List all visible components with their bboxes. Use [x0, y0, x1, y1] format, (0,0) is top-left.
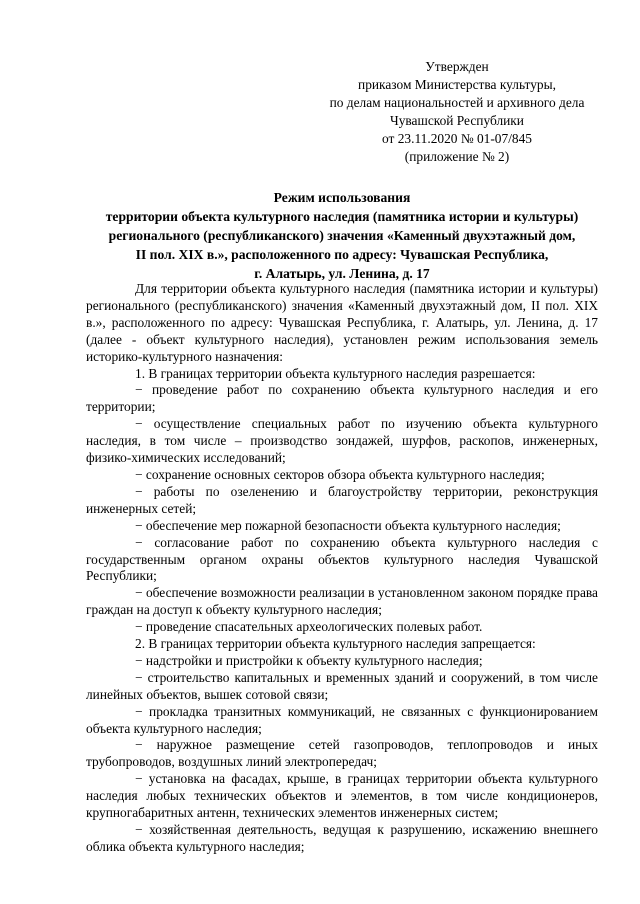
title-line: регионального (республиканского) значения «Каменный двухэтажный дом, [108, 228, 576, 243]
list-item: − сохранение основных секторов обзора объекта культурного наследия; [135, 466, 545, 482]
title-line: г. Алатырь, ул. Ленина, д. 17 [254, 266, 430, 281]
list-item: − прокладка транзитных коммуникаций, не связанных с функционированием объекта культурного наследия; [86, 703, 598, 736]
title-line: II пол. XIX в.», расположенного по адресу: Чувашская Республика, [135, 247, 549, 262]
list-item: − осуществление специальных работ по изучению объекта культурного наследия, в том числе – производство зондажей, шурфов, раскопов, инженерных, физико-химических исследований; [86, 416, 598, 466]
approval-line: Чувашской Республики [390, 113, 524, 128]
list-item: − проведение спасательных археологических полевых работ. [135, 619, 483, 635]
list-item: − проведение работ по сохранению объекта культурного наследия и его территории; [86, 382, 598, 415]
title-line: Режим использования [273, 190, 411, 205]
approval-line: по делам национальностей и архивного дела [329, 95, 585, 110]
document-title [86, 188, 598, 283]
list-item: − согласование работ по сохранению объекта культурного наследия с государственным органом охраны объектов культурного наследия Чувашской Республики; [86, 534, 598, 584]
title-line: территории объекта культурного наследия (памятника истории и культуры) [105, 209, 579, 224]
intro-paragraph: Для территории объекта культурного наследия (памятника истории и культуры) регионального (республиканского) значения «Каменный двухэтажный дом, II пол. XIX в.», расположенного по адресу: Чувашская Республика, г. Алатырь, ул. Ленина, д. 17 (далее - объект культурного наследия), установлен режим использования земель историко-культурного назначения: [86, 281, 598, 364]
approval-stamp [318, 58, 596, 166]
list-item: − работы по озеленению и благоустройству территории, реконструкция инженерных сетей; [86, 483, 598, 516]
approval-line: от 23.11.2020 № 01-07/845 [382, 131, 532, 146]
list-item: − строительство капитальных и временных зданий и сооружений, в том числе линейных объектов, вышек сотовой связи; [86, 669, 598, 702]
list-item: − обеспечение возможности реализации в установленном законом порядке права граждан на доступ к объекту культурного наследия; [86, 585, 598, 618]
section-heading-allowed: 1. В границах территории объекта культурного наследия разрешается: [135, 365, 536, 381]
document-body [86, 281, 598, 856]
list-item: − хозяйственная деятельность, ведущая к разрушению, искажению внешнего облика объекта культурного наследия; [86, 822, 598, 854]
approval-line: (приложение № 2) [404, 149, 510, 164]
list-item: − обеспечение мер пожарной безопасности объекта культурного наследия; [135, 517, 561, 533]
list-item: − установка на фасадах, крыше, в границах территории объекта культурного наследия любых технических объектов и элементов, в том числе кондиционеров, крупногабаритных антенн, технических элементов инженерных систем; [86, 771, 598, 821]
list-item: − надстройки и пристройки к объекту культурного наследия; [135, 652, 483, 668]
section-heading-prohibited: 2. В границах территории объекта культурного наследия запрещается: [135, 636, 536, 652]
approval-line: приказом Министерства культуры, [358, 77, 556, 92]
approval-line: Утвержден [425, 59, 489, 74]
list-item: − наружное размещение сетей газопроводов, теплопроводов и иных трубопроводов, воздушных линий электропередач; [86, 737, 598, 770]
